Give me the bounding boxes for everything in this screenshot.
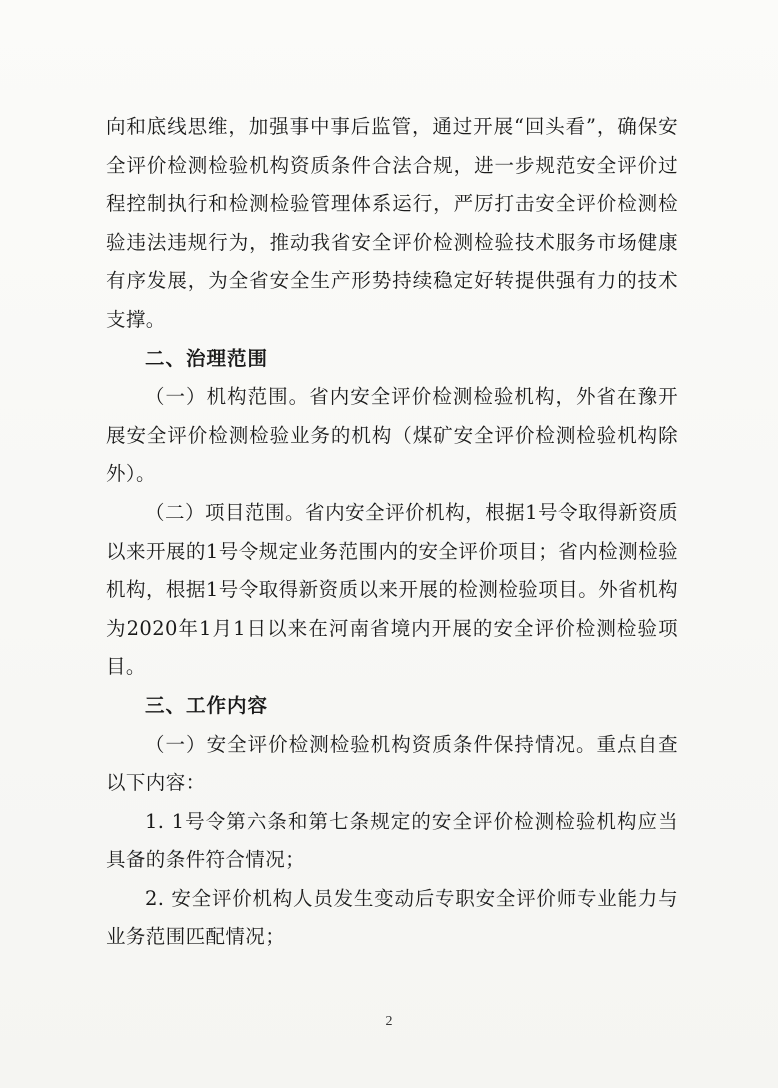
document-body: [106, 108, 678, 957]
paragraph-intro-continued: 向和底线思维，加强事中事后监管，通过开展“回头看”，确保安全评价检测检验机构资质条件合法合规，进一步规范安全评价过程控制执行和检测检验管理体系运行，严厉打击安全评价检测检验违法违规行为，推动我省安全评价检测检验技术服务市场健康有序发展，为全省安全生产形势持续稳定好转提供强有力的技术支撑。: [106, 115, 678, 331]
paragraph-qualification-check: （一）安全评价检测检验机构资质条件保持情况。重点自查以下内容：: [106, 732, 678, 795]
section-heading-work-content: 三、工作内容: [145, 693, 269, 717]
page-number: 2: [385, 1014, 393, 1029]
section-heading-scope: 二、治理范围: [145, 346, 269, 370]
list-item-1: 1. 1号令第六条和第七条规定的安全评价检测检验机构应当具备的条件符合情况；: [106, 809, 678, 872]
paragraph-institution-scope: （一）机构范围。省内安全评价检测检验机构，外省在豫开展安全评价检测检验业务的机构（煤矿安全评价检测检验机构除外）。: [106, 385, 678, 486]
list-item-2: 2. 安全评价机构人员发生变动后专职安全评价师专业能力与业务范围匹配情况；: [106, 886, 678, 949]
paragraph-project-scope: （二）项目范围。省内安全评价机构，根据1号令取得新资质以来开展的1号令规定业务范围内的安全评价项目；省内检测检验机构，根据1号令取得新资质以来开展的检测检验项目。外省机构为2020年1月1日以来在河南省境内开展的安全评价检测检验项目。: [106, 500, 678, 679]
